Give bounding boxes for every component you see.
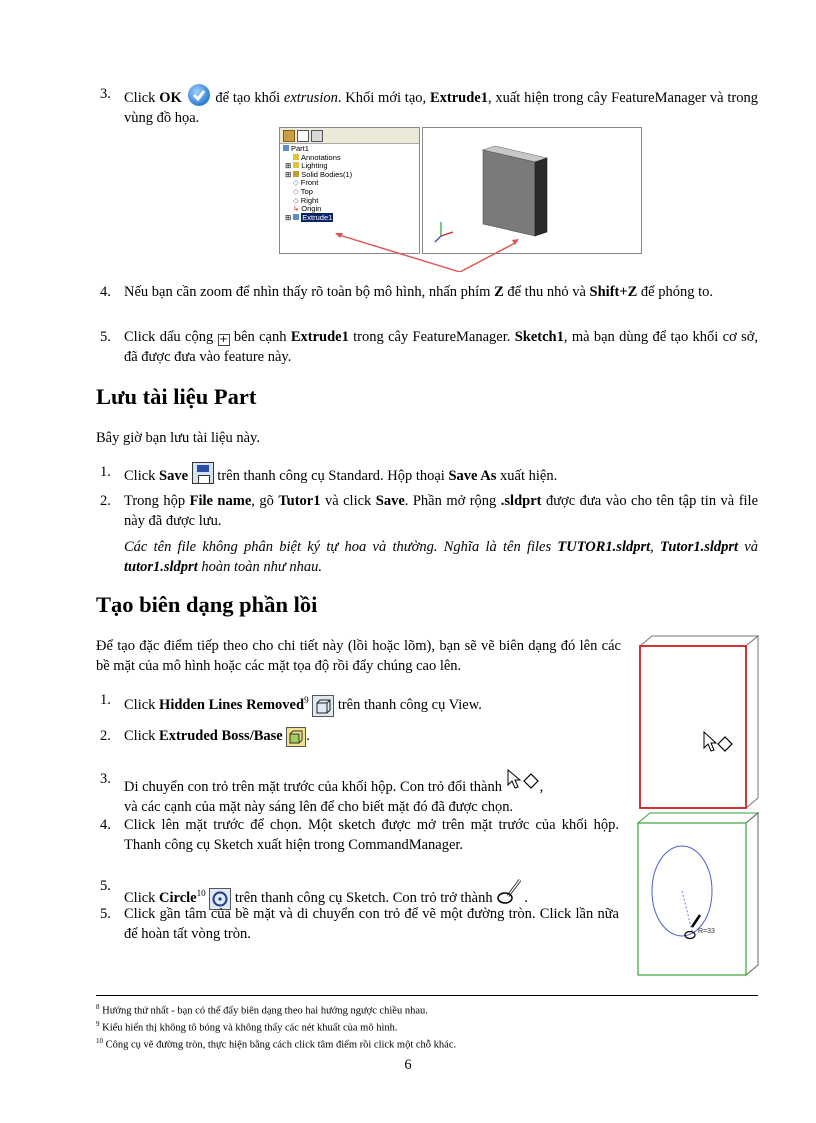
save-step-1: [100, 462, 758, 486]
boss-step-1: [100, 690, 619, 717]
bold-text: Save: [375, 493, 405, 509]
footnote-ref: 9: [304, 695, 309, 705]
list-number: 3.: [100, 771, 111, 787]
bold-text: File name: [189, 493, 252, 509]
text: trên thanh công cụ Sketch. Con trỏ trở thành: [234, 890, 497, 906]
text: ,: [539, 779, 544, 795]
bold-text: Extruded Boss/Base: [159, 728, 283, 744]
text: Click: [124, 468, 160, 484]
section-heading-save-part: Lưu tài liệu Part: [96, 384, 257, 409]
hidden-lines-removed-icon: [312, 695, 334, 717]
footnote-text: Công cụ vẽ đường tròn, thực hiện bằng cách click tâm điểm rồi click một chỗ khác.: [105, 1039, 457, 1051]
bold-text: .sldprt: [500, 493, 542, 509]
text: Các tên file không phân biệt ký tự hoa và thường. Nghĩa là tên files: [124, 539, 558, 555]
bold-text: OK: [159, 90, 182, 106]
origin-icon: ↳: [293, 204, 300, 214]
text: Click dấu cộng: [124, 329, 218, 345]
text: . Phần mở rộng: [404, 493, 501, 509]
bold-text: Save: [159, 468, 189, 484]
list-number: 5.: [100, 906, 111, 922]
text: trên thanh công cụ View.: [337, 696, 482, 713]
list-number: 2.: [100, 493, 111, 509]
section-intro: Để tạo đặc điểm tiếp theo cho chi tiết này (lồi hoặc lõm), bạn sẽ vẽ biên dạng đó lên các bề mặt của mô hình hoặc các mặt tọa độ rồi đẩy chúng cao lên.: [96, 638, 621, 674]
tree-label: Solid Bodies(1): [301, 169, 353, 179]
bold-text: Hidden Lines Removed: [159, 696, 305, 713]
bold-text: Tutor1: [278, 493, 321, 509]
extruded-boss-base-icon: [286, 727, 306, 747]
text: Trong hộp: [124, 493, 190, 509]
save-step-2: [100, 491, 759, 531]
list-number: 1.: [100, 692, 111, 708]
text: Nếu bạn cần zoom để nhìn thấy rõ toàn bộ mô hình, nhấn phím: [124, 284, 495, 300]
tree-label: Front: [300, 178, 319, 188]
text: , gõ: [251, 493, 279, 509]
step-5-expand: [100, 327, 758, 367]
bold-text: Save As: [448, 468, 497, 484]
callout-arrows: [279, 127, 641, 272]
box-highlighted-face-figure: [634, 634, 760, 810]
save-floppy-icon: [192, 462, 214, 484]
text: Click: [124, 890, 160, 906]
tree-item-solid-bodies[interactable]: ⊞ Solid Bodies(1): [285, 169, 353, 179]
list-number: 5.: [100, 329, 111, 345]
step-3-ok: [100, 84, 759, 128]
boss-step-3: [100, 769, 619, 817]
tree-label: Right: [300, 195, 319, 205]
bold-text: Circle: [159, 890, 197, 906]
tree-item-extrude1[interactable]: ⊞ Extrude1: [285, 212, 333, 222]
bold-text: Tutor1.sldprt: [660, 539, 739, 555]
text: trên thanh công cụ Standard. Hộp thoại: [217, 468, 449, 484]
footnote-text: Hướng thứ nhất - bạn có thể đẩy biên dạng theo hai hướng ngược chiều nhau.: [102, 1005, 428, 1017]
tree-label: Lighting: [301, 161, 328, 171]
text: được đưa vào cho tên tập tin và file này đã được lưu.: [124, 493, 759, 529]
footnote-number: 9: [96, 1020, 100, 1028]
text: .: [306, 728, 310, 744]
tree-label: Part1: [291, 144, 309, 153]
face-select-cursor-icon: [506, 769, 540, 793]
page-number: 6: [404, 1057, 412, 1073]
section-heading-boss-profile: Tạo biên dạng phần lồi: [96, 592, 318, 617]
footnote-10: [96, 1035, 758, 1052]
footnote-ref: 10: [196, 888, 206, 899]
tree-item-lighting[interactable]: ⊞ Lighting: [285, 161, 328, 171]
text: . Khối mới tạo,: [337, 90, 430, 106]
plane-icon: ◇: [293, 195, 299, 205]
footnote-8: [96, 1001, 758, 1018]
list-number: 2.: [100, 728, 111, 744]
text: và: [738, 539, 758, 555]
bold-text: tutor1.sldprt: [124, 559, 198, 575]
featuremanager-screenshot: [279, 127, 641, 272]
text: để phóng to.: [637, 284, 713, 300]
plane-icon: ◇: [293, 186, 299, 196]
list-number: 3.: [100, 86, 111, 102]
text: Click: [124, 728, 160, 744]
tree-label: Top: [300, 186, 313, 196]
list-number: 4.: [100, 284, 111, 300]
plane-icon: ◇: [293, 178, 299, 188]
text: , xuất hiện trong cây FeatureManager và trong vùng đồ họa.: [124, 90, 759, 126]
list-number: 1.: [100, 464, 111, 480]
list-number: 4.: [100, 817, 111, 833]
bold-text: Extrude1: [290, 329, 349, 345]
box-circle-sketch-figure: [634, 811, 760, 977]
tree-label: Annotations: [301, 152, 341, 162]
text: bên cạnh: [229, 329, 291, 345]
footnotes: [96, 1001, 758, 1052]
bold-text: Z: [494, 284, 504, 300]
boss-step-4: [100, 815, 619, 855]
text: Click gần tâm của bề mặt và di chuyển con trỏ để vẽ một đường tròn. Click lần nữa để hoàn tất vòng tròn.: [124, 906, 619, 942]
ok-check-icon: [188, 84, 210, 106]
step-4-zoom: [100, 282, 758, 302]
footnote-number: 8: [96, 1003, 100, 1011]
text: Click lên mặt trước để chọn. Một sketch được mở trên mặt trước của khối hộp. Thanh công cụ Sketch xuất hiện trong CommandManager.: [124, 817, 619, 853]
plus-box-icon: +: [219, 334, 228, 345]
tree-label: Origin: [301, 204, 322, 214]
boss-step-2: [100, 726, 619, 747]
pencil-circle-cursor-icon: [496, 876, 524, 906]
text: trong cây FeatureManager.: [348, 329, 515, 345]
bold-text: Extrude1: [429, 90, 488, 106]
filename-note: [124, 537, 758, 577]
text: và các cạnh của mặt này sáng lên để cho biết mặt đó đã được chọn.: [124, 799, 514, 815]
bold-text: TUTOR1.sldprt: [557, 539, 651, 555]
italic-text: extrusion: [283, 90, 338, 106]
tree-label: Extrude1: [302, 212, 333, 222]
bold-text: Sketch1: [514, 329, 564, 345]
text: hoàn toàn như nhau.: [197, 559, 323, 575]
text: , mà bạn dùng để tạo khối cơ sở, đã được đưa vào feature này.: [124, 329, 758, 365]
text: để thu nhỏ và: [503, 284, 590, 300]
text: Di chuyển con trỏ trên mặt trước của khối hộp. Con trỏ đổi thành: [124, 779, 506, 795]
text: và click: [320, 493, 376, 509]
footnote-number: 10: [96, 1037, 103, 1045]
text: xuất hiện.: [496, 468, 558, 484]
radius-readout: R=33: [698, 928, 715, 935]
footnote-divider: [96, 995, 758, 996]
bold-text: Shift+Z: [589, 284, 638, 300]
boss-step-6: [100, 904, 619, 944]
footnote-9: [96, 1018, 758, 1035]
text: .: [524, 890, 528, 906]
text: ,: [650, 539, 661, 555]
footnote-text: Kiểu hiển thị không tô bóng và không thấy các nét khuất của mô hình.: [102, 1022, 398, 1034]
text: Click: [124, 90, 160, 106]
list-number: 5.: [100, 878, 111, 894]
section-intro: Bây giờ bạn lưu tài liệu này.: [96, 430, 260, 446]
text: Click: [124, 696, 160, 713]
text: để tạo khối: [215, 90, 284, 106]
